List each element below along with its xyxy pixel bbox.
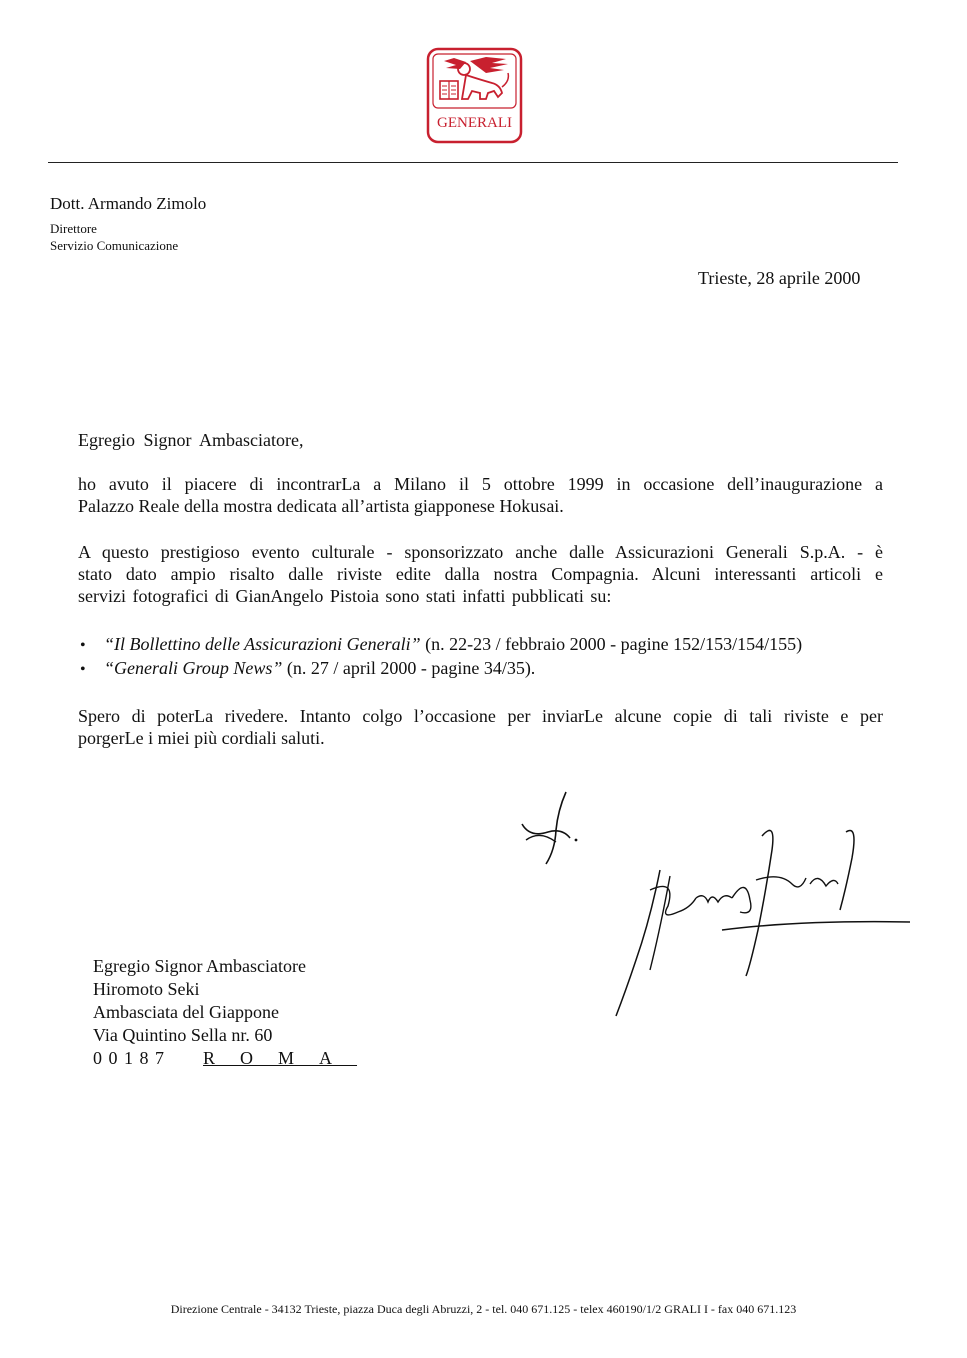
handwritten-signature: [500, 780, 920, 1040]
recipient-city: ROMA: [203, 1048, 358, 1068]
generali-lion-logo: [426, 47, 523, 144]
paragraph-3-line: porgerLe i miei più cordiali saluti.: [78, 728, 325, 748]
recipient-postcode: 0 0 1 8 7: [93, 1048, 165, 1068]
paragraph-3: [78, 705, 883, 749]
recipient-line: Ambasciata del Giappone: [93, 1002, 279, 1022]
bullet-marker: •: [80, 637, 86, 654]
recipient-address: [93, 955, 357, 1070]
recipient-name: Hiromoto Seki: [93, 979, 200, 999]
sender-name: Dott. Armando Zimolo: [50, 194, 207, 213]
paragraph-1-line: Palazzo Reale della mostra dedicata all’artista giapponese Hokusai.: [78, 496, 564, 516]
footer-address: Direzione Centrale - 34132 Trieste, piazza Duca degli Abruzzi, 2 - tel. 040 671.125 - telex 460190/1/2 GRALI I - fax 040 671.123: [170, 1302, 797, 1316]
sender-department: Servizio Comunicazione: [50, 238, 179, 253]
paragraph-3-line: Spero di poterLa rivedere. Intanto colgo l’occasione per inviarLe alcune copie di tali riviste e per: [78, 706, 883, 726]
publication-details: (n. 22-23 / febbraio 2000 - pagine 152/153/154/155): [420, 634, 803, 654]
publication-item: [104, 634, 802, 655]
paragraph-2-line: stato dato ampio risalto dalle riviste edite dalla nostra Compagnia. Alcuni interessanti articoli e: [78, 564, 883, 584]
recipient-line: Egregio Signor Ambasciatore: [93, 956, 306, 976]
bullet-marker: •: [80, 661, 86, 678]
letter-date: Trieste, 28 aprile 2000: [698, 268, 861, 288]
publication-details: (n. 27 / april 2000 - pagine 34/35).: [282, 658, 536, 678]
recipient-street: Via Quintino Sella nr. 60: [93, 1025, 273, 1045]
publication-item: [104, 658, 535, 679]
publication-title: “Il Bollettino delle Assicurazioni Generali”: [104, 634, 421, 654]
paragraph-2-line: servizi fotografici di GianAngelo Pistoia sono stati infatti pubblicati su:: [78, 586, 612, 606]
paragraph-1: [78, 473, 883, 517]
logo-wordmark: GENERALI: [437, 115, 512, 131]
paragraph-2: [78, 541, 883, 607]
salutation: Egregio Signor Ambasciatore,: [78, 430, 304, 450]
sender-title: Direttore: [50, 221, 97, 236]
paragraph-1-line: ho avuto il piacere di incontrarLa a Milano il 5 ottobre 1999 in occasione dell’inaugurazione a: [78, 474, 883, 494]
header-rule: [48, 162, 898, 163]
publication-title: “Generali Group News”: [104, 658, 283, 678]
recipient-city-line: [93, 1047, 357, 1070]
paragraph-2-line: A questo prestigioso evento culturale - sponsorizzato anche dalle Assicurazioni Generali S.p.A. - è: [78, 542, 883, 562]
